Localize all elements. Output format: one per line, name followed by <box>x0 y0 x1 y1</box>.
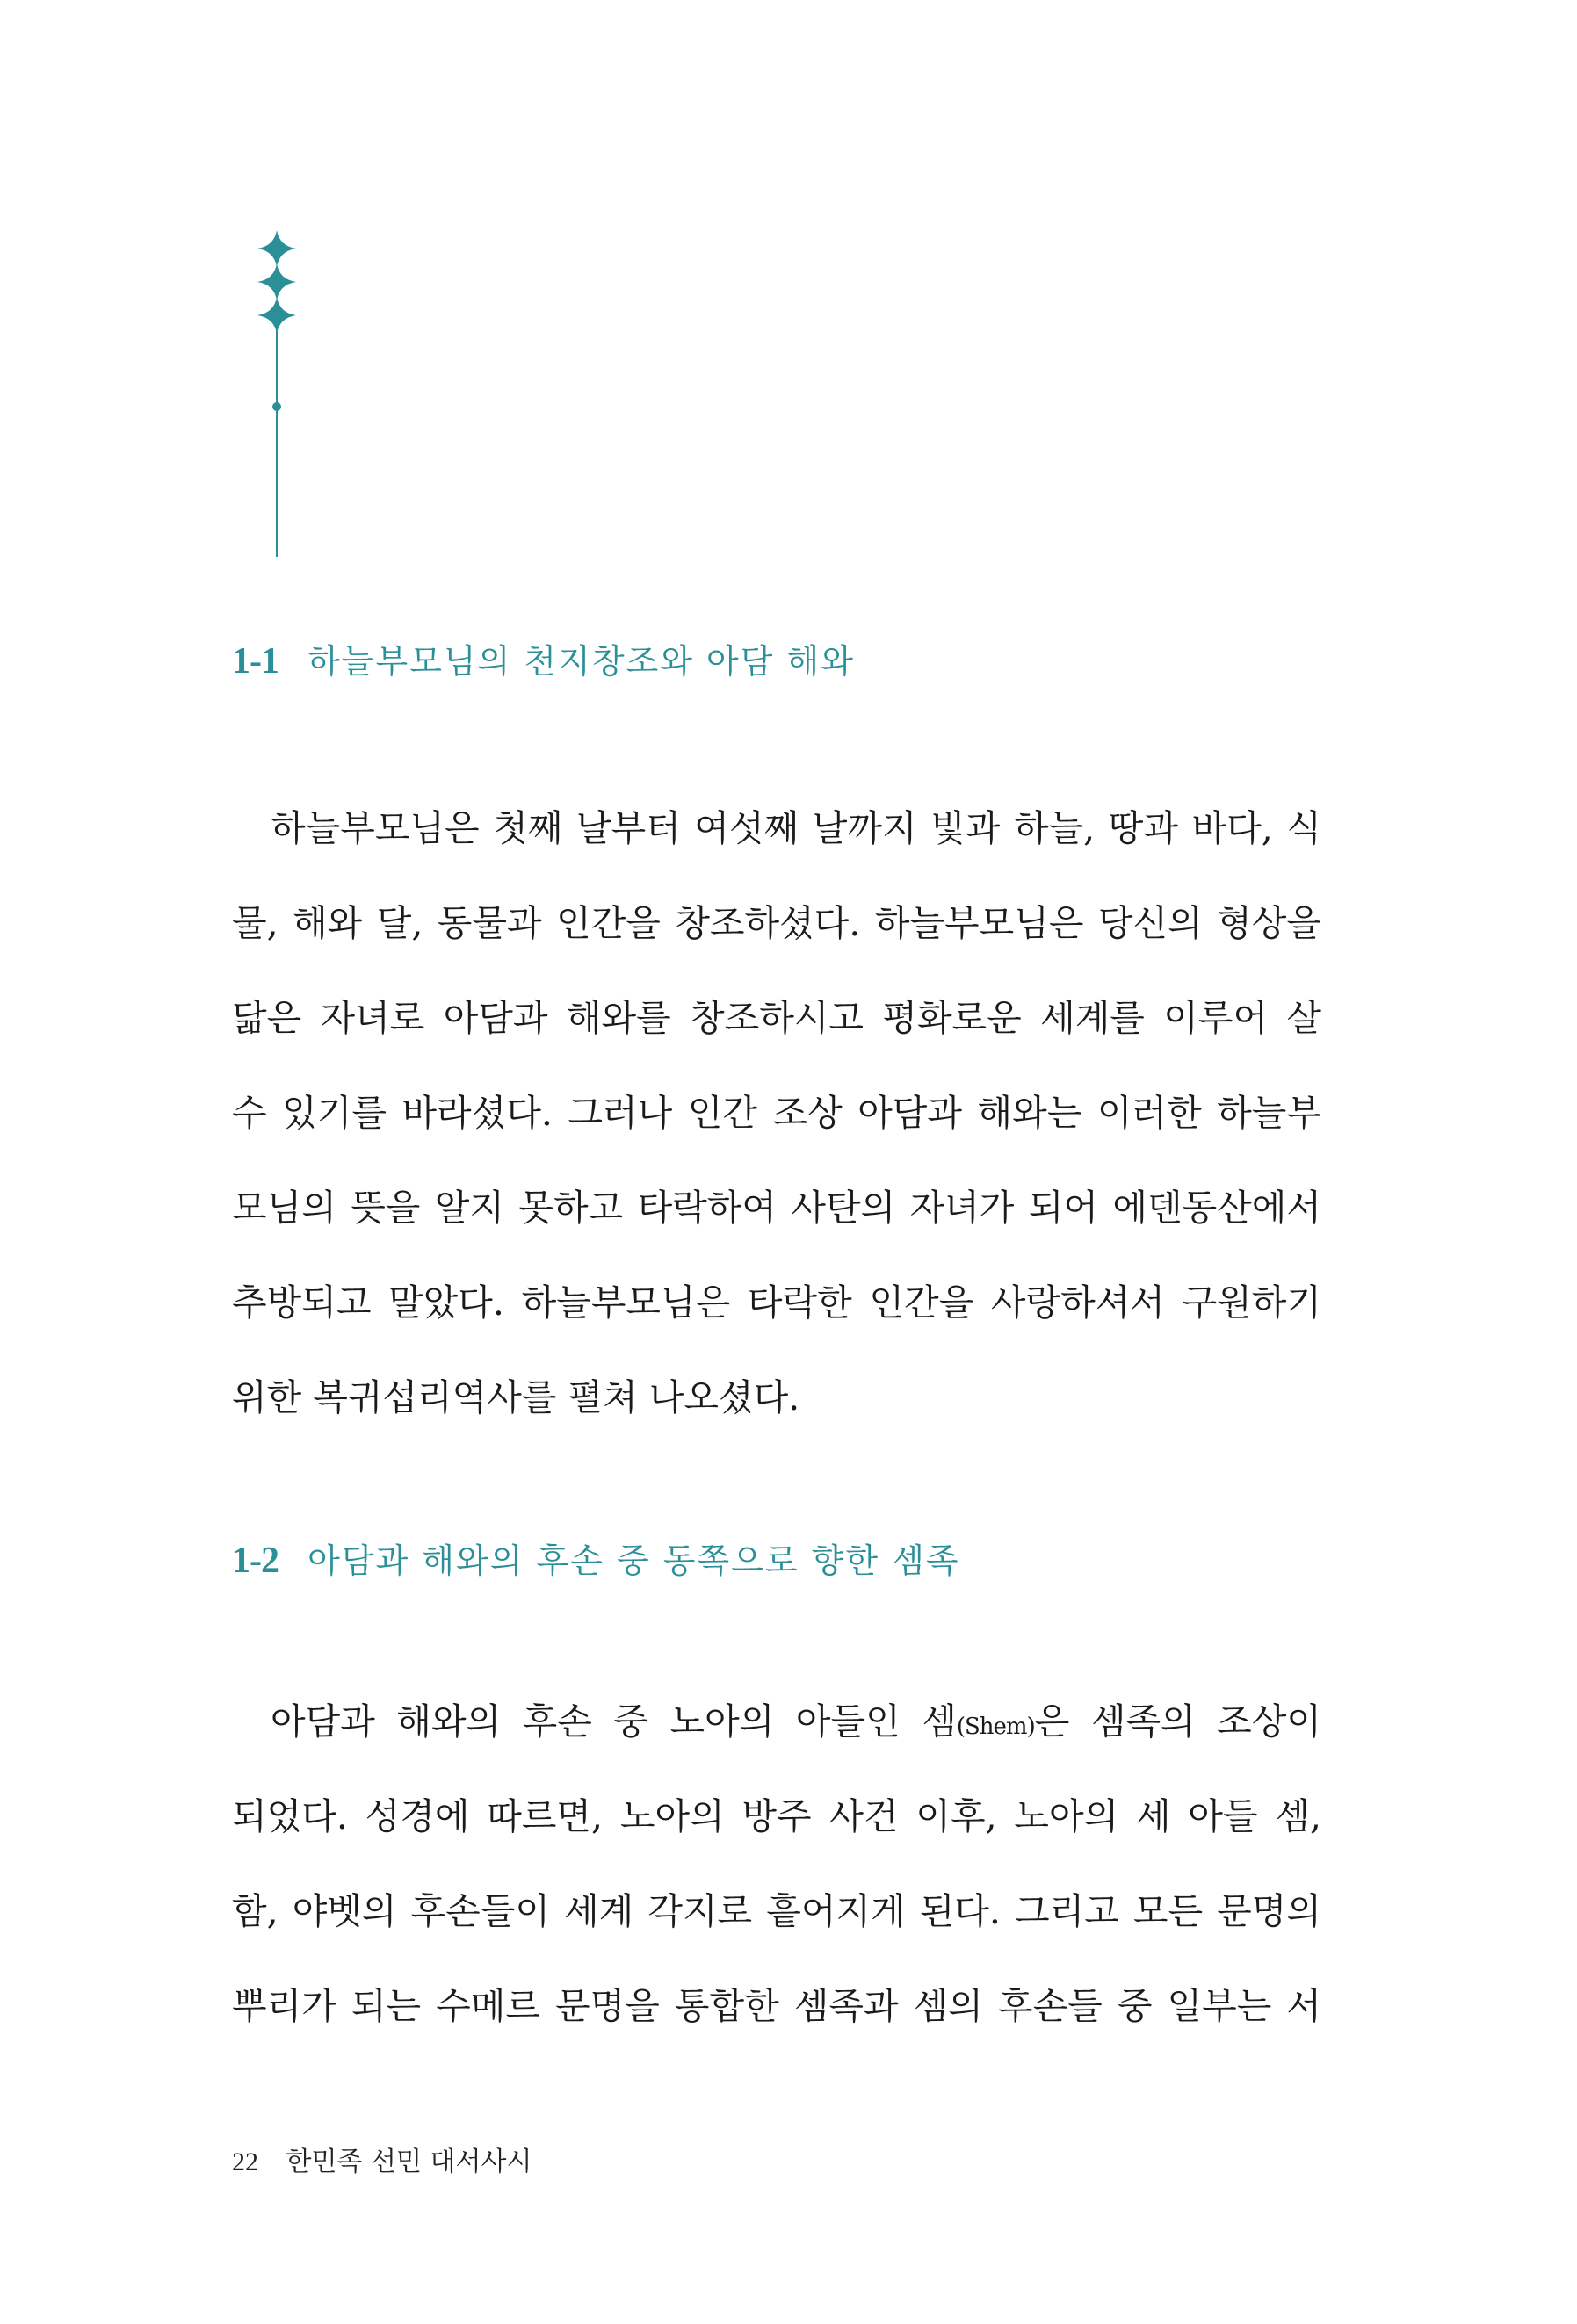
paragraph-line: 하늘부모님은 첫째 날부터 여섯째 날까지 빛과 하늘, 땅과 바다, 식 <box>271 807 1321 849</box>
section-heading-1-1 <box>232 634 855 682</box>
paragraph-line <box>271 1695 1321 1748</box>
paragraph-line: 뿌리가 되는 수메르 문명을 통합한 셈족과 셈의 후손들 중 일부는 서 <box>232 1985 1321 2027</box>
section-heading-1-2 <box>232 1534 960 1582</box>
line-text: 은 셈족의 조상이 <box>1034 1700 1322 1743</box>
section-title: 아담과 해와의 후손 중 동쪽으로 향한 셈족 <box>307 1541 960 1580</box>
line-text: 아담과 해와의 후손 중 노아의 아들인 셈 <box>271 1700 957 1743</box>
book-title: 한민족 선민 대서사시 <box>286 2147 532 2177</box>
paragraph-line: 위한 복귀섭리역사를 펼쳐 나오셨다. <box>232 1376 800 1418</box>
section-title: 하늘부모님의 천지창조와 아담 해와 <box>307 642 855 681</box>
paragraph-line: 물, 해와 달, 동물과 인간을 창조하셨다. 하늘부모님은 당신의 형상을 <box>232 902 1321 944</box>
paragraph-line: 수 있기를 바라셨다. 그러나 인간 조상 아담과 해와는 이러한 하늘부 <box>232 1092 1321 1134</box>
page-footer <box>232 2140 532 2178</box>
shem-annotation: (Shem) <box>956 1714 1035 1740</box>
paragraph-line: 되었다. 성경에 따르면, 노아의 방주 사건 이후, 노아의 세 아들 셈, <box>232 1795 1321 1837</box>
paragraph-line: 함, 야벳의 후손들이 세계 각지로 흩어지게 된다. 그리고 모든 문명의 <box>232 1890 1321 1932</box>
diamond-star-ornament-icon <box>242 230 312 557</box>
paragraph-line: 닮은 자녀로 아담과 해와를 창조하시고 평화로운 세계를 이루어 살 <box>232 997 1321 1039</box>
section-number: 1-1 <box>232 641 279 682</box>
page-number: 22 <box>232 2147 258 2176</box>
paragraph-line: 모님의 뜻을 알지 못하고 타락하여 사탄의 자녀가 되어 에덴동산에서 <box>232 1187 1321 1229</box>
paragraph-line: 추방되고 말았다. 하늘부모님은 타락한 인간을 사랑하셔서 구원하기 <box>232 1281 1321 1324</box>
section-number: 1-2 <box>232 1541 279 1581</box>
